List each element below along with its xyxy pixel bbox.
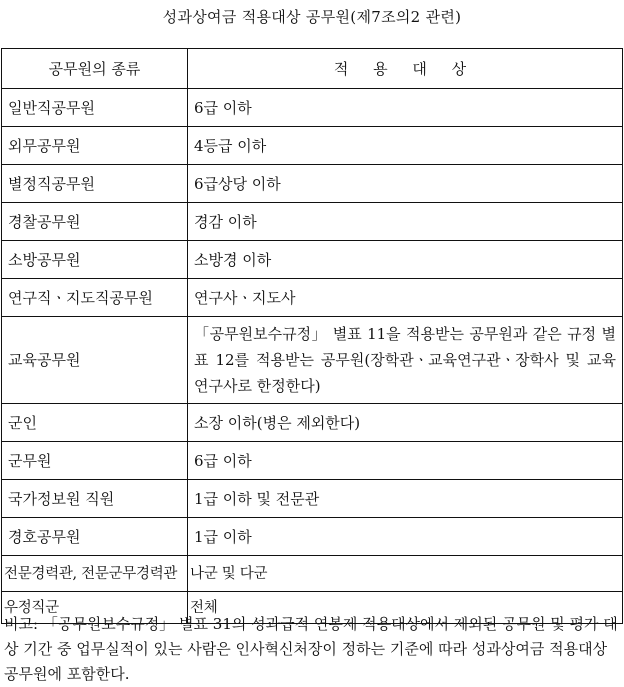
note-label: 비고: — [4, 615, 39, 633]
row-target: 전체 — [188, 592, 623, 624]
table-row — [2, 404, 623, 442]
header-type: 공무원의 종류 — [2, 49, 188, 89]
table-row — [2, 480, 623, 518]
table-row — [2, 203, 623, 241]
table-row — [2, 165, 623, 203]
table-row — [2, 442, 623, 480]
row-target: 소장 이하(병은 제외한다) — [188, 404, 623, 442]
table-row — [2, 279, 623, 317]
row-type: 군무원 — [2, 442, 188, 480]
table-row — [2, 556, 623, 592]
target-table — [1, 48, 623, 624]
row-target: 6급 이하 — [188, 89, 623, 127]
row-type: 군인 — [2, 404, 188, 442]
header-target: 적 용 대 상 — [188, 49, 623, 89]
row-target: 연구사ㆍ지도사 — [188, 279, 623, 317]
row-target: 소방경 이하 — [188, 241, 623, 279]
table-row — [2, 89, 623, 127]
row-type: 국가정보원 직원 — [2, 480, 188, 518]
row-target: 6급상당 이하 — [188, 165, 623, 203]
row-type: 경호공무원 — [2, 518, 188, 556]
row-type: 별정직공무원 — [2, 165, 188, 203]
row-type: 외무공무원 — [2, 127, 188, 165]
row-target: 나군 및 다군 — [188, 556, 623, 592]
row-type: 우정직군 — [2, 592, 188, 624]
row-target: 1급 이하 및 전문관 — [188, 480, 623, 518]
table-row — [2, 241, 623, 279]
row-type: 교육공무원 — [2, 317, 188, 404]
row-type: 연구직ㆍ지도직공무원 — [2, 279, 188, 317]
table-row — [2, 518, 623, 556]
table-header-row — [2, 49, 623, 89]
page-title: 성과상여금 적용대상 공무원(제7조의2 관련) — [162, 8, 462, 26]
row-target: 「공무원보수규정」 별표 11을 적용받는 공무원과 같은 규정 별표 12를 적용받는 공무원(장학관ㆍ교육연구관ㆍ장학사 및 교육연구사로 한정한다) — [188, 317, 623, 404]
row-target: 경감 이하 — [188, 203, 623, 241]
note — [4, 612, 620, 687]
row-target: 4등급 이하 — [188, 127, 623, 165]
row-target: 6급 이하 — [188, 442, 623, 480]
table-row — [2, 317, 623, 404]
row-target: 1급 이하 — [188, 518, 623, 556]
row-type: 일반직공무원 — [2, 89, 188, 127]
row-type: 전문경력관, 전문군무경력관 — [2, 556, 188, 592]
table-row — [2, 127, 623, 165]
row-type: 경찰공무원 — [2, 203, 188, 241]
note-text: 「공무원보수규정」 별표 31의 성과급적 연봉제 적용대상에서 제외된 공무원 및 평가 대상 기간 중 업무실적이 있는 사람은 인사혁신처장이 정하는 기준에 따라 성과상여금 적용대상 공무원에 포함한다. — [4, 615, 618, 683]
row-type: 소방공무원 — [2, 241, 188, 279]
